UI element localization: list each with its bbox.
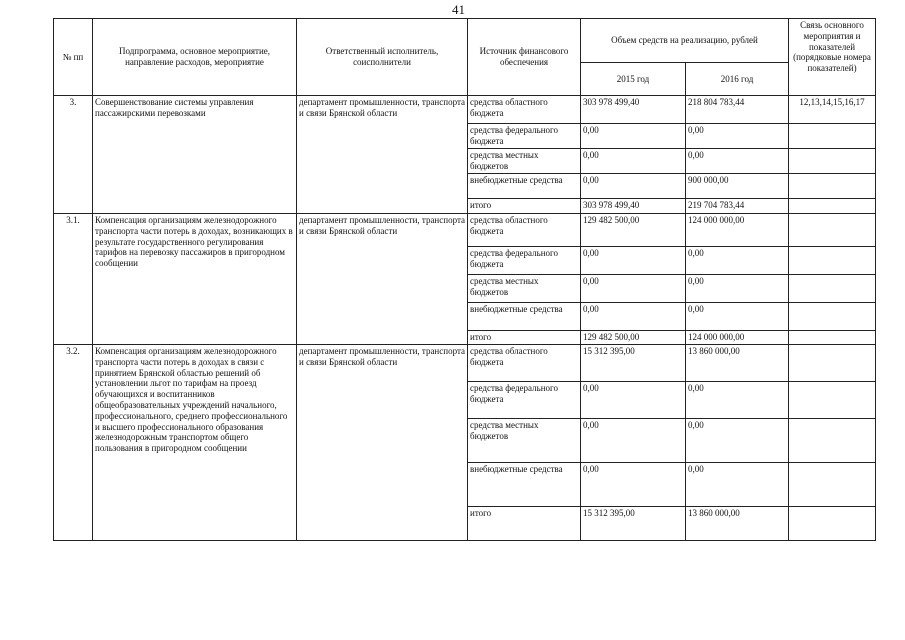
funding-source: средства федерального бюджета (468, 247, 581, 275)
section-executor: департамент промышленности, транспорта и связи Брянской области (297, 214, 468, 345)
header-executor: Ответственный исполнитель, соисполнители (297, 19, 468, 96)
total-2015: 303 978 499,40 (581, 199, 686, 214)
header-volume: Объем средств на реализацию, рублей (581, 19, 789, 63)
amount-2015: 15 312 395,00 (581, 345, 686, 382)
indicator-link-empty (789, 507, 876, 541)
funding-source: внебюджетные средства (468, 174, 581, 199)
indicator-link-empty (789, 331, 876, 345)
indicator-link-empty (789, 463, 876, 507)
amount-2016: 13 860 000,00 (686, 345, 789, 382)
indicator-link-empty (789, 419, 876, 463)
amount-2015: 0,00 (581, 275, 686, 303)
section-executor: департамент промышленности, транспорта и связи Брянской области (297, 96, 468, 214)
funding-source: средства местных бюджетов (468, 275, 581, 303)
amount-2016: 0,00 (686, 149, 789, 174)
funding-source: средства федерального бюджета (468, 124, 581, 149)
section-executor: департамент промышленности, транспорта и связи Брянской области (297, 345, 468, 541)
amount-2015: 0,00 (581, 382, 686, 419)
amount-2016: 0,00 (686, 382, 789, 419)
total-2015: 15 312 395,00 (581, 507, 686, 541)
funding-source: внебюджетные средства (468, 463, 581, 507)
header-program: Подпрограмма, основное мероприятие, направление расходов, мероприятие (93, 19, 297, 96)
amount-2015: 129 482 500,00 (581, 214, 686, 247)
total-label: итого (468, 507, 581, 541)
funding-source: средства местных бюджетов (468, 419, 581, 463)
header-source: Источник финансового обеспечения (468, 19, 581, 96)
header-link: Связь основного мероприятия и показателей (порядковые номера показателей) (789, 19, 876, 96)
indicator-link-empty (789, 149, 876, 174)
amount-2016: 0,00 (686, 463, 789, 507)
amount-2015: 0,00 (581, 174, 686, 199)
total-label: итого (468, 199, 581, 214)
page-number: 41 (452, 2, 465, 17)
indicator-link-empty (789, 382, 876, 419)
header-year-2015: 2015 год (581, 63, 686, 96)
funding-source: средства местных бюджетов (468, 149, 581, 174)
section-name: Компенсация организациям железнодорожного транспорта части потерь в доходах, возникающих в результате государственного регулирования тарифов на перевозку пассажиров в пригородном сообщении (93, 214, 297, 345)
amount-2016: 218 804 783,44 (686, 96, 789, 124)
amount-2015: 303 978 499,40 (581, 96, 686, 124)
funding-source: средства областного бюджета (468, 214, 581, 247)
amount-2016: 0,00 (686, 303, 789, 331)
indicator-link-empty (789, 303, 876, 331)
amount-2015: 0,00 (581, 124, 686, 149)
amount-2015: 0,00 (581, 419, 686, 463)
amount-2015: 0,00 (581, 303, 686, 331)
indicator-link-empty (789, 124, 876, 149)
indicator-link-empty (789, 275, 876, 303)
indicator-link-empty (789, 174, 876, 199)
indicator-link (789, 214, 876, 247)
section-number: 3. (54, 96, 93, 214)
indicator-link-empty (789, 247, 876, 275)
indicator-link: 12,13,14,15,16,17 (789, 96, 876, 124)
amount-2015: 0,00 (581, 463, 686, 507)
total-2016: 219 704 783,44 (686, 199, 789, 214)
funding-source: средства областного бюджета (468, 345, 581, 382)
header-num: № пп (54, 19, 93, 96)
total-2015: 129 482 500,00 (581, 331, 686, 345)
amount-2015: 0,00 (581, 149, 686, 174)
total-label: итого (468, 331, 581, 345)
amount-2015: 0,00 (581, 247, 686, 275)
funding-source: средства федерального бюджета (468, 382, 581, 419)
indicator-link-empty (789, 199, 876, 214)
program-table (53, 18, 876, 541)
table-row (54, 96, 876, 124)
indicator-link (789, 345, 876, 382)
table-body (54, 96, 876, 541)
funding-source: внебюджетные средства (468, 303, 581, 331)
section-number: 3.2. (54, 345, 93, 541)
table-row (54, 214, 876, 247)
amount-2016: 0,00 (686, 275, 789, 303)
amount-2016: 0,00 (686, 124, 789, 149)
total-2016: 124 000 000,00 (686, 331, 789, 345)
header-year-2016: 2016 год (686, 63, 789, 96)
amount-2016: 900 000,00 (686, 174, 789, 199)
amount-2016: 124 000 000,00 (686, 214, 789, 247)
section-name: Компенсация организациям железнодорожного транспорта части потерь в доходах в связи с принятием Брянской областью решений об установлении льгот по тарифам на проезд обучающихся и воспитанников общеобразовательных учреждений начального, профессионального, среднего профессионального и высшего профессионального образования железнодорожным транспортом общего пользования в пригородном сообщении (93, 345, 297, 541)
funding-source: средства областного бюджета (468, 96, 581, 124)
amount-2016: 0,00 (686, 419, 789, 463)
table-row (54, 345, 876, 382)
section-number: 3.1. (54, 214, 93, 345)
section-name: Совершенствование системы управления пассажирскими перевозками (93, 96, 297, 214)
total-2016: 13 860 000,00 (686, 507, 789, 541)
amount-2016: 0,00 (686, 247, 789, 275)
